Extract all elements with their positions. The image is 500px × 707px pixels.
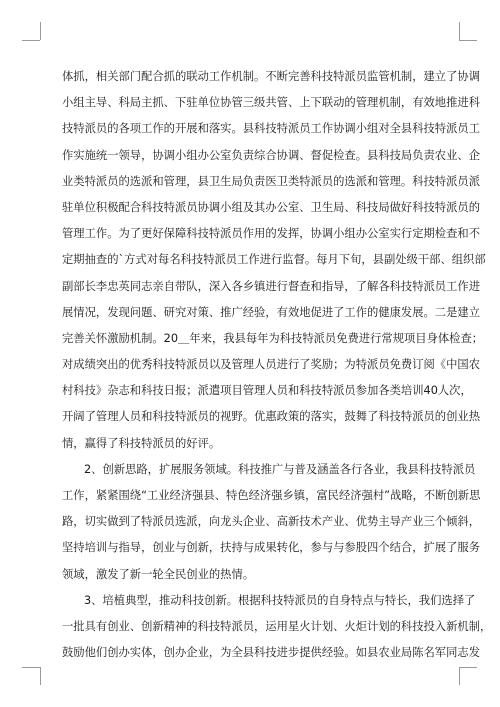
crop-mark-top-right-v — [459, 22, 460, 40]
text-line: 情，赢得了科技特派员的好评。 — [62, 436, 221, 450]
text-line: 业类特派员的选派和管理，县卫生局负责医卫类特派员的选派和管理。科技特派员派 — [62, 174, 480, 188]
text-line: 作实施统一领导，协调小组办公室负责综合协调、督促检查。县科技局负责农业、企 — [62, 148, 480, 162]
text-line: 领域，激发了新一轮全民创业的热情。 — [62, 567, 255, 581]
text-line: 开阔了管理人员和科技特派员的视野。优惠政策的落实，鼓舞了科技特派员的创业热 — [62, 410, 480, 424]
text-line: 完善关怀激励机制。20＿年来，我县每年为科技特派员免费进行常规项目身体检查； — [62, 331, 484, 345]
crop-mark-bottom-left-h — [22, 667, 40, 668]
crop-mark-bottom-right-v — [459, 667, 460, 685]
text-line: 一批具有创业、创新精神的科技特派员，运用星火计划、火炬计划的科技投入新机制， — [62, 619, 492, 633]
text-line: 体抓，相关部门配合抓的联动工作机制。不断完善科技特派员监管机制，建立了协调 — [62, 70, 480, 83]
text-line: 驻单位积极配合科技特派员协调小组及其办公室、卫生局、科技局做好科技特派员的 — [62, 200, 480, 214]
crop-mark-top-left-v — [40, 22, 41, 40]
text-line: 对成绩突出的优秀科技特派员以及管理人员进行了奖励；为特派员免费订阅《中国农 — [62, 358, 480, 372]
text-line: 路，切实做到了特派员选派，向龙头企业、高新技术产业、优势主导产业三个倾斜， — [62, 515, 480, 529]
text-line: 副部长李忠英同志亲自带队，深入各乡镇进行督查和指导，了解各科技特派员工作进 — [62, 279, 480, 293]
text-line: 技特派员的各项工作的开展和落实。县科技特派员工作协调小组对全县科技特派员工 — [62, 122, 480, 136]
text-line: 小组主导、科局主抓、下驻单位协管三级共管、上下联动的管理机制，有效地推进科 — [62, 96, 480, 110]
crop-mark-top-left-h — [22, 40, 40, 41]
text-line: 管理工作。为了更好保障科技特派员作用的发挥，协调小组办公室实行定期检查和不 — [62, 227, 480, 241]
paragraph-start-line: 3、培植典型，推动科技创新。根据科技特派员的自身特点与特长，我们选择了 — [84, 593, 476, 607]
text-line: 村科技》杂志和科技日报；派遣项目管理人员和科技特派员参加各类培训40人次， — [62, 384, 472, 398]
crop-mark-bottom-right-h — [459, 667, 477, 668]
paragraph-start-line: 2、创新思路，扩展服务领域。科技推广与普及涵盖各行各业，我县科技特派员 — [84, 462, 476, 476]
text-line: 展情况，发现问题、研究对策、推广经验，有效地促进了工作的健康发展。二是建立 — [62, 305, 480, 319]
text-line: 定期抽查的`方式对每名科技特派员工作进行监督。每月下旬，县副处级干部、组织部 — [62, 253, 486, 267]
text-line: 工作，紧紧围绕“工业经济强县、特色经济强乡镇，富民经济强村”战略，不断创新思 — [62, 489, 481, 502]
text-line: 坚持培训与指导，创业与创新，扶持与成果转化，参与与参股四个结合，扩展了服务 — [62, 541, 480, 555]
crop-mark-bottom-left-v — [40, 667, 41, 685]
crop-mark-top-right-h — [459, 40, 477, 41]
document-body — [62, 64, 492, 666]
text-line: 鼓励他们创办实体，创办企业，为全县科技进步提供经验。如县农业局陈名军同志发 — [62, 646, 480, 660]
